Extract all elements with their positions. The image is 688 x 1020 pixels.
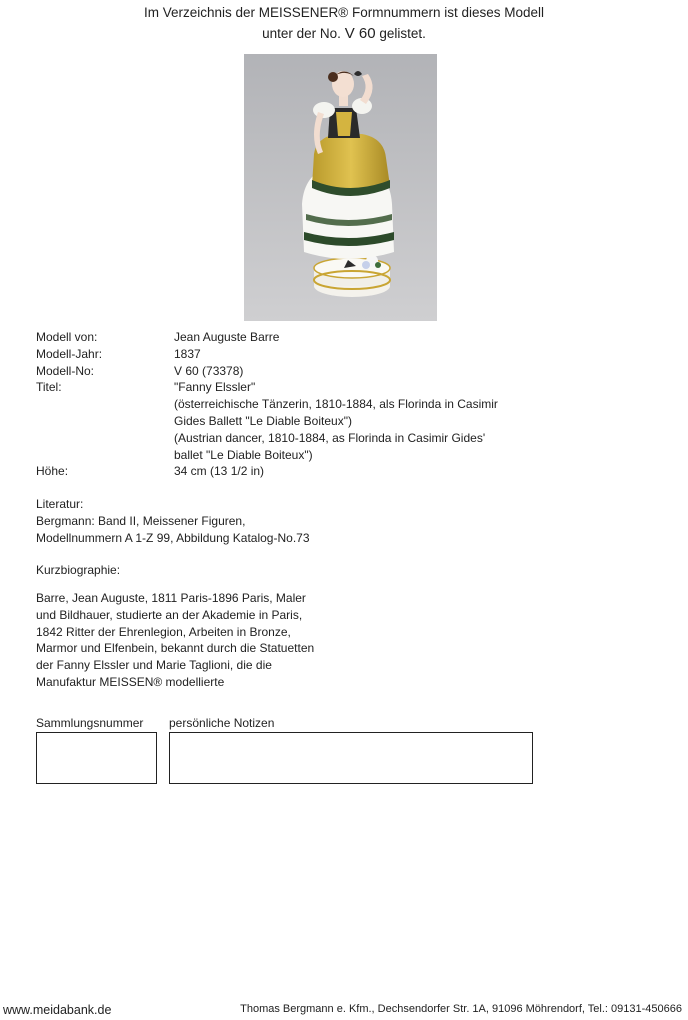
detail-row-titel [36, 379, 596, 463]
titel-line: ballet "Le Diable Boiteux") [174, 447, 313, 462]
notizen-field[interactable] [169, 732, 533, 784]
no-value: V 60 (73378) [174, 363, 244, 378]
modell-von-value: Jean Auguste Barre [174, 330, 280, 344]
no-label: Modell-No: [36, 363, 95, 378]
header-line-2-pre: unter der No. [262, 26, 341, 41]
titel-label: Titel: [36, 380, 62, 395]
footer-address: Thomas Bergmann e. Kfm., Dechsendorfer Str. 1A, 91096 Möhrendorf, Tel.: 09131-450666 [240, 1003, 682, 1015]
website-link[interactable]: www.meidabank.de [3, 1003, 112, 1017]
header [0, 0, 688, 44]
sammlungsnummer-label: Sammlungsnummer [36, 716, 144, 730]
sammlungsnummer-field[interactable] [36, 732, 157, 784]
detail-row-no [36, 363, 596, 380]
kurzbio-line: 1842 Ritter der Ehrenlegion, Arbeiten in Bronze, [36, 624, 291, 639]
modell-von-label: Modell von: [36, 330, 98, 344]
jahr-value: 1837 [174, 346, 201, 361]
hoehe-value: 34 cm (13 1/2 in) [174, 464, 265, 479]
kurzbio-line: der Fanny Elssler und Marie Taglioni, die die [36, 658, 272, 673]
hoehe-label: Höhe: [36, 464, 69, 479]
jahr-label: Modell-Jahr: [36, 346, 103, 361]
detail-row-jahr [36, 346, 596, 363]
titel-line: (österreichische Tänzerin, 1810-1884, als Florinda in Casimir [174, 397, 498, 412]
detail-row-hoehe [36, 463, 596, 480]
header-line-2 [0, 23, 688, 44]
header-line-2-post: gelistet. [379, 26, 426, 41]
notizen-label: persönliche Notizen [169, 716, 275, 730]
figurine-illustration [244, 54, 437, 321]
titel-line: "Fanny Elssler" [174, 380, 256, 395]
kurzbio-line: Barre, Jean Auguste, 1811 Paris-1896 Paris, Maler [36, 591, 306, 605]
figurine-photo [244, 54, 437, 321]
titel-line: Gides Ballett "Le Diable Boiteux") [174, 413, 352, 428]
kurzbio-section [36, 590, 456, 691]
literatur-section [36, 496, 456, 546]
literatur-line: Bergmann: Band II, Meissener Figuren, [36, 513, 246, 528]
detail-row-modell-von [36, 329, 596, 346]
kurzbio-line: Marmor und Elfenbein, bekannt durch die Statuetten [36, 641, 315, 656]
header-line-1: Im Verzeichnis der MEISSENER® Formnummern ist dieses Modell [143, 5, 545, 20]
titel-value [174, 379, 596, 463]
kurzbio-line: Manufaktur MEISSEN® modellierte [36, 674, 225, 689]
kurzbio-heading: Kurzbiographie: [36, 563, 121, 577]
details-table [36, 329, 596, 480]
literatur-heading: Literatur: [36, 497, 84, 511]
titel-line: (Austrian dancer, 1810-1884, as Florinda in Casimir Gides' [174, 430, 486, 445]
kurzbio-line: und Bildhauer, studierte an der Akademie in Paris, [36, 607, 303, 622]
footer [0, 1003, 688, 1019]
literatur-line: Modellnummern A 1-Z 99, Abbildung Katalog-No.73 [36, 530, 310, 545]
model-number: V 60 [344, 25, 376, 42]
